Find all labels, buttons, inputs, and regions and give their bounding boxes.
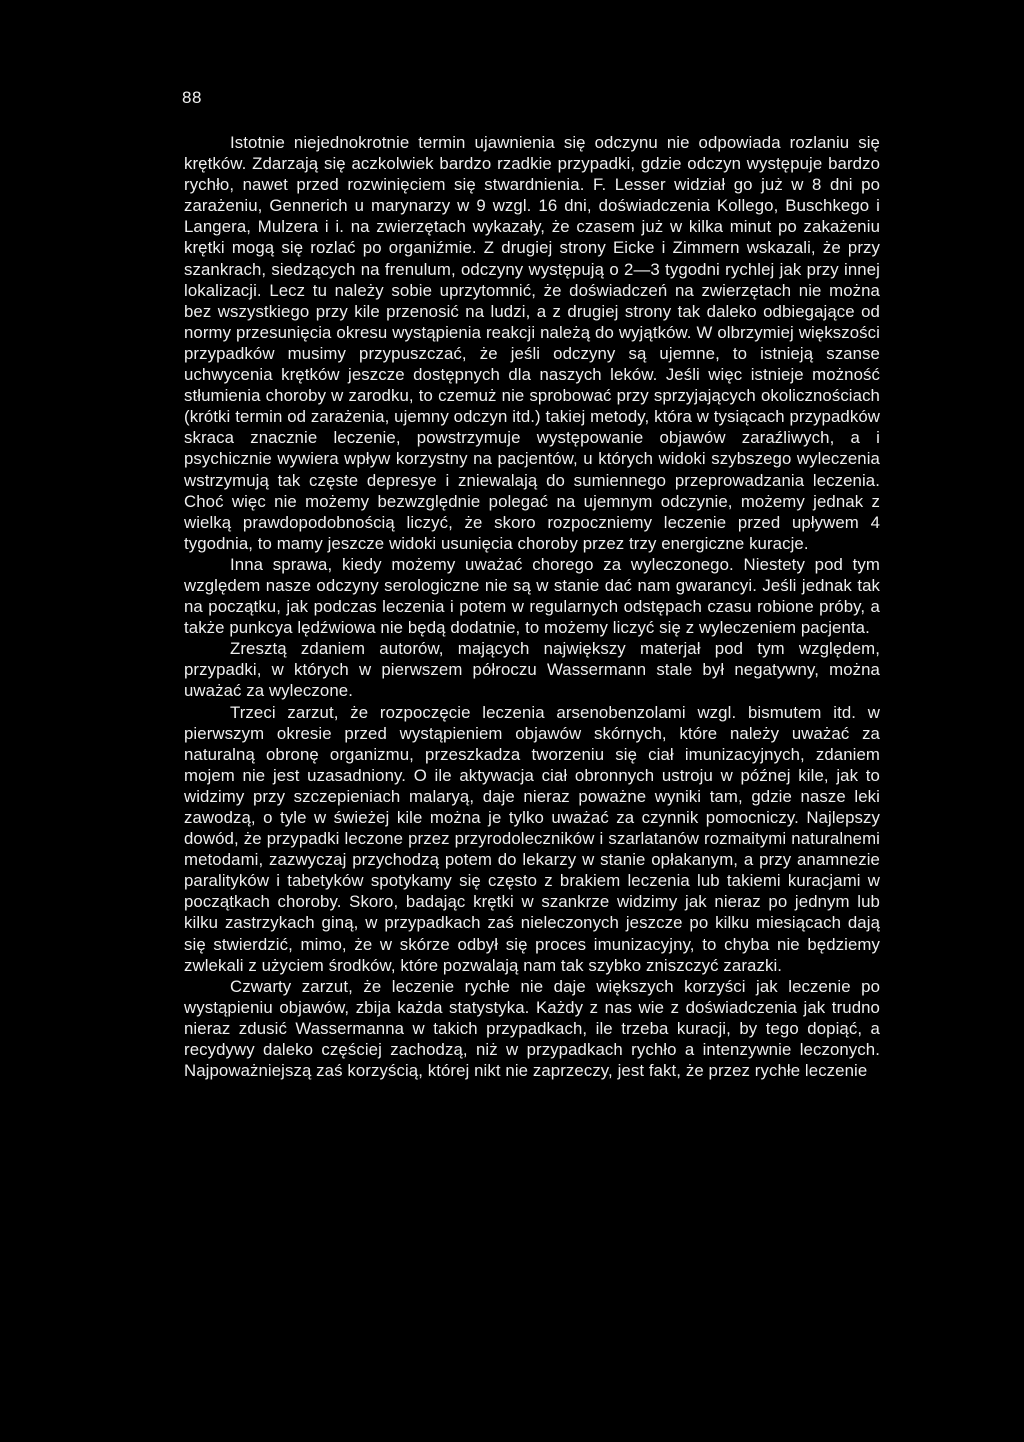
paragraph-4: Trzeci zarzut, że rozpoczęcie leczenia arsenobenzolami wzgl. bismutem itd. w pierwszym okresie przed wystąpieniem objawów skórnych, które należy uważać za naturalną obronę organizmu, przeszkadza tworzeniu się ciał imunizacyjnych, zdaniem mojem nie jest uzasadniony. O ile aktywacja ciał obronnych ustroju w późnej kile, jak to widzimy przy szczepieniach malaryą, daje nieraz poważne wyniki tam, gdzie nasze leki zawodzą, o tyle w świeżej kile można je tylko uważać za czynnik pomocniczy. Najlepszy dowód, że przypadki leczone przez przyrodoleczników i szarlatanów rozmaitymi naturalnemi metodami, zazwyczaj przychodzą potem do lekarzy w stanie opłakanym, a przy anamnezie paralityków i tabetyków spotykamy się często z brakiem leczenia lub takiemi kuracjami w początkach choroby. Skoro, badając krętki w szankrze widzimy jak nieraz po jednym lub kilku zastrzykach giną, w przypadkach zaś nieleczonych jeszcze po kilku miesiącach dają się stwierdzić, mimo, że w skórze odbył się proces imunizacyjny, to chyba nie będziemy zwlekali z użyciem środków, które pozwalają nam tak szybko zniszczyć zarazki.	[184, 702, 880, 975]
paragraph-1: Istotnie niejednokrotnie termin ujawnienia się odczynu nie odpowiada rozlaniu się krętków. Zdarzają się aczkolwiek bardzo rzadkie przypadki, gdzie odczyn występuje bardzo rychło, nawet przed rozwinięciem się stwardnienia. F. Lesser widział go już w 8 dni po zarażeniu, Gennerich u marynarzy w 9 wzgl. 16 dni, doświadczenia Kollego, Buschkego i Langera, Mulzera i i. na zwierzętach wykazały, że czasem już w kilka minut po zakażeniu krętki mogą się rozlać po organiźmie. Z drugiej strony Eicke i Zimmern wskazali, że przy szankrach, siedzących na frenulum, odczyny występują o 2—3 tygodni rychlej jak przy innej lokalizacji. Lecz tu należy sobie uprzytomnić, że doświadczeń na zwierzętach nie można bez wszystkiego przy kile przenosić na ludzi, a z drugiej strony tak daleko odbiegające od normy przesunięcia okresu wystąpienia reakcji należą do wyjątków. W olbrzymiej większości przypadków musimy przypuszczać, że jeśli odczyny są ujemne, to istnieją szanse uchwycenia krętków jeszcze dostępnych dla naszych leków. Jeśli więc istnieje możność stłumienia choroby w zarodku, to czemuż nie sprobować przy sprzyjających okolicznościach (krótki termin od zarażenia, ujemny odczyn itd.) takiej metody, która w tysiącach przypadków skraca znacznie leczenie, powstrzymuje występowanie objawów zaraźliwych, a i psychicznie wywiera wpływ korzystny na pacjentów, u których widoki szybszego wyleczenia wstrzymują tak częste depresye i zniewalają do sumiennego przeprowadzania leczenia. Choć więc nie możemy bezwzględnie polegać na ujemnym odczynie, możemy jednak z wielką prawdopodobnością liczyć, że skoro rozpoczniemy leczenie przed upływem 4 tygodnia, to mamy jeszcze widoki usunięcia choroby przez trzy energiczne kuracje.	[184, 133, 880, 553]
paragraph-2: Inna sprawa, kiedy możemy uważać chorego za wyleczonego. Niestety pod tym względem nasze odczyny serologiczne nie są w stanie dać nam gwarancyi. Jeśli jednak tak na początku, jak podczas leczenia i potem w regularnych odstępach czasu robione próby, a także punkcya lędźwiowa nie będą dodatnie, to możemy liczyć się z wyleczeniem pacjenta.	[184, 554, 880, 638]
paragraph-3: Zresztą zdaniem autorów, mających największy materjał pod tym względem, przypadki, w których w pierwszem półroczu Wassermann stale był negatywny, można uważać za wyleczone.	[184, 639, 880, 701]
body-text	[184, 132, 880, 1081]
paragraph-5: Czwarty zarzut, że leczenie rychłe nie daje większych korzyści jak leczenie po wystąpieniu objawów, zbija każda statystyka. Każdy z nas wie z doświadczenia jak trudno nieraz zdusić Wassermanna w takich przypadkach, ile trzeba kuracji, by tego dopiąć, a recydywy daleko częściej zachodzą, niż w przypadkach rychło a intenzywnie leczonych. Najpoważniejszą zaś korzyścią, której nikt nie zaprzeczy, jest fakt, że przez rychłe leczenie	[184, 976, 880, 1081]
page-number: 88	[182, 88, 202, 107]
